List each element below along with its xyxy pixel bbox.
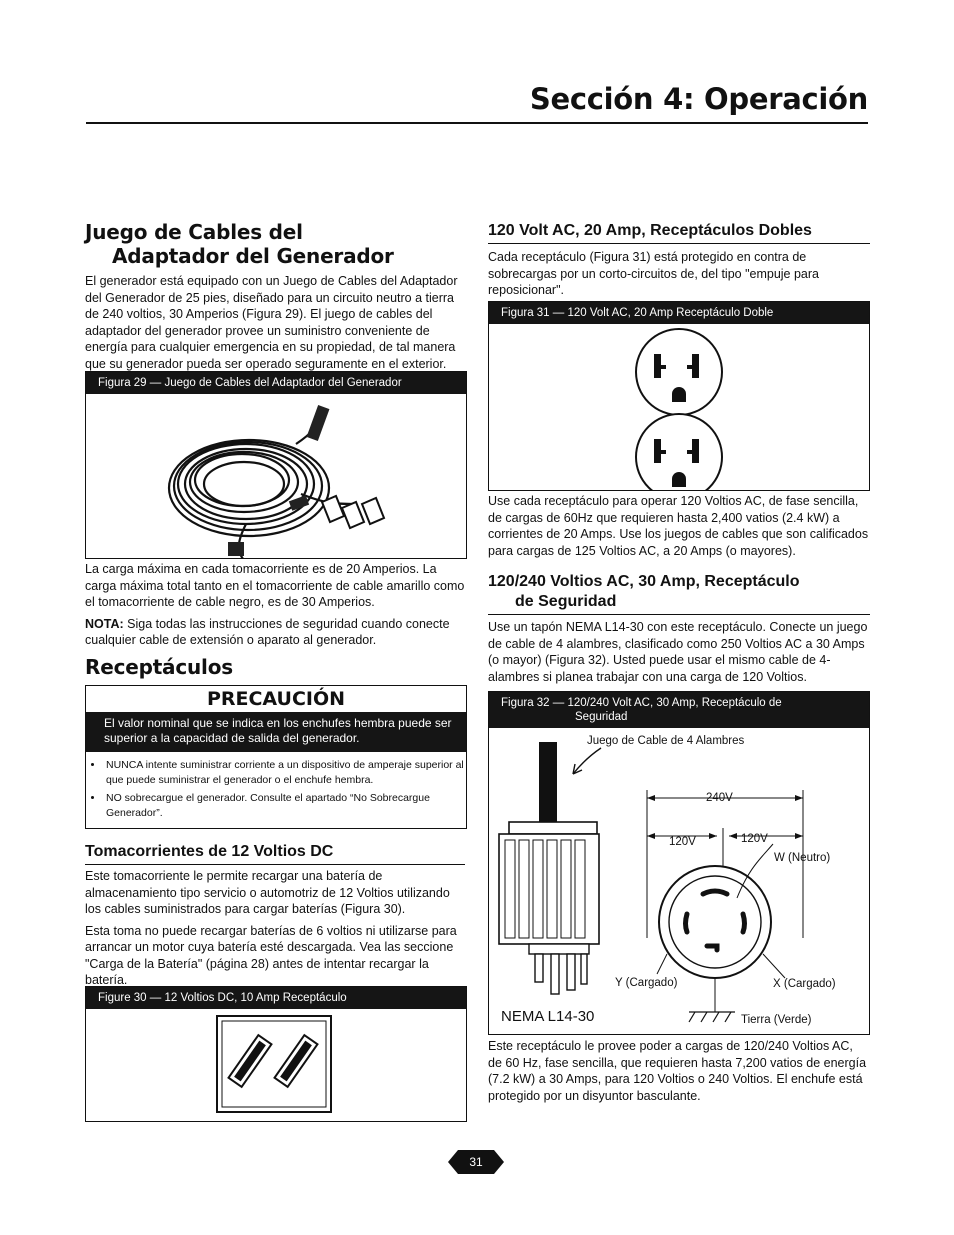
heading-receptaculos: Receptáculos [85, 655, 233, 679]
figure-30 [85, 986, 467, 1122]
nota-label: NOTA: [85, 616, 124, 631]
dc-receptacle-illustration [86, 1009, 466, 1121]
heading-juego-line1: Juego de Cables del [85, 220, 303, 244]
label-nema: NEMA L14-30 [501, 1008, 595, 1025]
figure-31-caption: Figura 31 — 120 Volt AC, 20 Amp Receptáculo Doble [489, 302, 869, 324]
paragraph-nota [85, 616, 467, 649]
label-120v-left: 120V [669, 836, 696, 848]
paragraph-carga: La carga máxima en cada tomacorriente es de 20 Amperios. La carga máxima total tanto en el tomacorriente de cable amarillo como el tomacorriente de cable negro, es de 30 Amperios. [85, 562, 465, 609]
heading-240v-line2: de Seguridad [515, 593, 617, 610]
page-number-badge [448, 1150, 504, 1174]
cable-set-illustration [86, 394, 466, 558]
duplex-receptacle-illustration [489, 324, 869, 490]
section-title: Sección 4: Operación [529, 82, 868, 116]
caution-item-1: • NUNCA intente suministrar corriente a un dispositivo de amperaje superior al que puede suministrar el generador o el enchufe hembra. [104, 758, 466, 788]
paragraph-240-a: Use un tapón NEMA L14-30 con este receptáculo. Conecte un juego de cable de 4 alambres, clasificado como 250 Voltios AC a 30 Amps (o mayor) (Figura 32). Usted puede usar el mismo cable de 4-alambres si planea trabajar con una carga de 120 Voltios. [488, 620, 868, 684]
heading-juego-line2: Adaptador del Generador [112, 244, 394, 268]
paragraph-120-b: Use cada receptáculo para operar 120 Voltios AC, de fase sencilla, de cargas de 60Hz que requieren hasta 2,400 vatios (2.4 kW) a corrientes de 20 Amps. Use los juegos de cables que son calificados para cargas de 125 Voltios AC, a 20 Amps (o mayores). [488, 494, 869, 558]
label-240v: 240V [706, 792, 733, 804]
header-rule [86, 122, 868, 124]
label-y-cargado: Y (Cargado) [615, 977, 678, 989]
left-column [85, 220, 467, 372]
paragraph-240-b: Este receptáculo le provee poder a cargas de 120/240 Voltios AC, de 60 Hz, fase sencilla, que requieren hasta 7,200 vatios de energía (7.2 kW) a 30 Amps, para 120 Voltios o 240 Voltios. El enchufe está protegido por un disyuntor basculante. [488, 1039, 867, 1103]
right-column-240 [488, 493, 870, 685]
caution-box [85, 685, 467, 829]
heading-240v [488, 572, 870, 615]
heading-juego-cables [85, 220, 467, 268]
heading-240v-line1: 120/240 Voltios AC, 30 Amp, Receptáculo [488, 573, 800, 590]
right-column-120 [488, 221, 870, 299]
figure-32-caption [489, 692, 869, 728]
figure-32-caption-line2: Seguridad [575, 711, 628, 723]
right-column-bottom [488, 1038, 870, 1104]
label-cable: Juego de Cable de 4 Alambres [587, 735, 745, 747]
caution-title: PRECAUCIÓN [206, 688, 346, 710]
paragraph-juego: El generador está equipado con un Juego de Cables del Adaptador del Generador de 25 pies, diseñado para un circuito neutro a tierra de 240 voltios, 30 Amperios (Figura 29). El juego de cables del adaptador del generador provee un suministro conveniente de energía para cualquier emergencia en su propiedad, de tal manera que su generador pueda ser operado seguramente en el exterior. [85, 274, 458, 371]
nota-text: Siga todas las instrucciones de seguridad cuando conecte cualquier cable de extensión o aparato al generador. [85, 616, 450, 647]
figure-30-caption: Figure 30 — 12 Voltios DC, 10 Amp Receptáculo [86, 987, 466, 1009]
heading-120v: 120 Volt AC, 20 Amp, Receptáculos Dobles [488, 221, 870, 244]
figure-32-caption-line1: Figura 32 — 120/240 Volt AC, 30 Amp, Receptáculo de [501, 697, 782, 709]
figure-31 [488, 301, 870, 491]
label-ground: Tierra (Verde) [741, 1014, 812, 1026]
caution-list [86, 758, 466, 821]
label-120v-right: 120V [741, 833, 768, 845]
figure-29-caption: Figura 29 — Juego de Cables del Adaptador del Generador [86, 372, 466, 394]
figure-29 [85, 371, 467, 559]
left-column-12v [85, 842, 465, 989]
heading-12v: Tomacorrientes de 12 Voltios DC [85, 842, 465, 865]
paragraph-120-a: Cada receptáculo (Figura 31) está protegido en contra de sobrecargas por un corto-circuitos de, del tipo "empuje para reposicionar". [488, 250, 819, 297]
paragraph-12v-b: Esta toma no puede recargar baterías de 6 voltios ni utilizarse para arrancar un motor cuya batería esté descargada. Vea las seccione "Carga de la Batería" (página 28) antes de intentar recargar la batería. [85, 923, 457, 987]
caution-item-2: • NO sobrecargue el generador. Consulte el apartado “No Sobrecargue Generador”. [104, 791, 466, 821]
label-neutral: W (Neutro) [774, 852, 831, 864]
figure-32 [488, 691, 870, 1035]
left-column-mid [85, 561, 467, 649]
paragraph-12v-a: Este tomacorriente le permite recargar una batería de almacenamiento tipo servicio o automotriz de 12 Voltios utilizando los cables suministrados para cargar baterías (Figura 30). [85, 869, 450, 916]
page-number: 31 [469, 1155, 483, 1169]
caution-statement: El valor nominal que se indica en los enchufes hembra puede ser superior a la capacidad de salida del generador. [86, 712, 466, 752]
label-x-cargado: X (Cargado) [773, 978, 836, 990]
